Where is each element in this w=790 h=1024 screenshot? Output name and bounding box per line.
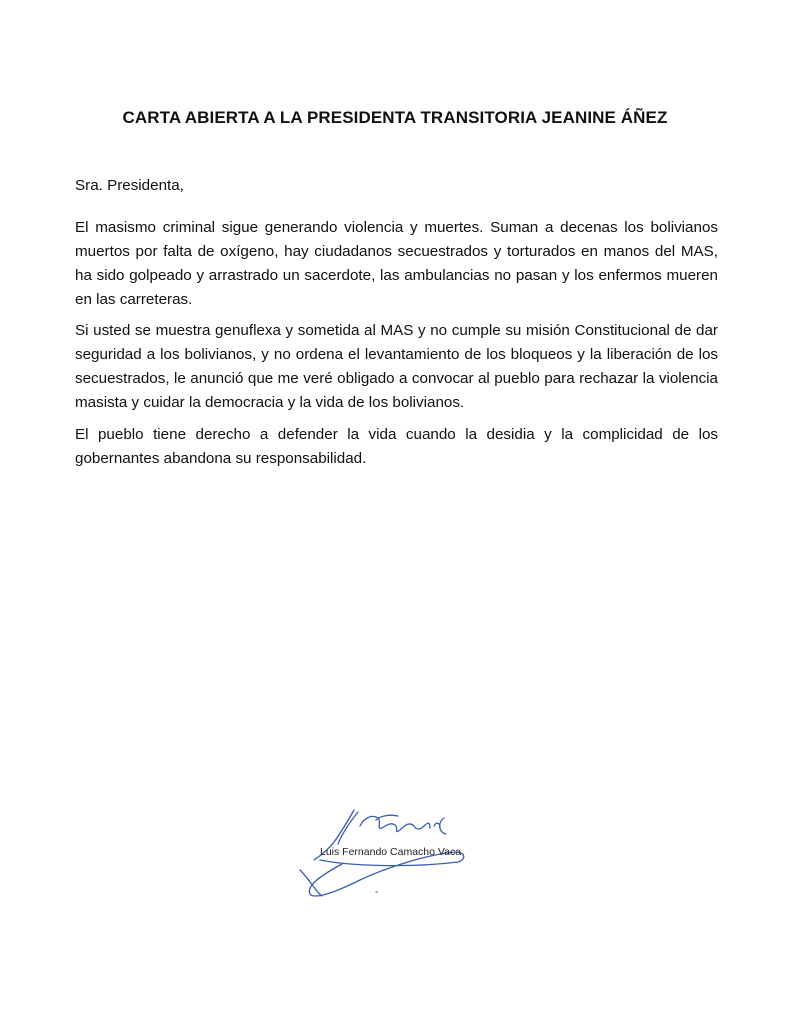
signature-block <box>280 800 500 910</box>
paragraph-warning: Si usted se muestra genuflexa y sometida al MAS y no cumple su misión Constitucional de dar seguridad a los bolivianos, y no ordena el levantamiento de los bloqueos y la liberación de los secuestrados, le anunció que me veré obligado a convocar al pueblo para rechazar la violencia masista y cuidar la democracia y la vida de los bolivianos. <box>75 322 718 411</box>
paragraph-right-to-defend: El pueblo tiene derecho a defender la vida cuando la desidia y la complicidad de los gobernantes abandona su responsabilidad. <box>75 426 718 467</box>
signer-name: Luis Fernando Camacho Vaca <box>320 846 462 858</box>
letter-title: CARTA ABIERTA A LA PRESIDENTA TRANSITORIA JEANINE ÁÑEZ <box>122 108 668 127</box>
paragraph-violence: El masismo criminal sigue generando violencia y muertes. Suman a decenas los bolivianos muertos por falta de oxígeno, hay ciudadanos secuestrados y torturados en manos del MAS, ha sido golpeado y arrastrado un sacerdote, las ambulancias no pasan y los enfermos mueren en las carreteras. <box>75 219 718 308</box>
salutation: Sra. Presidenta, <box>75 177 184 194</box>
